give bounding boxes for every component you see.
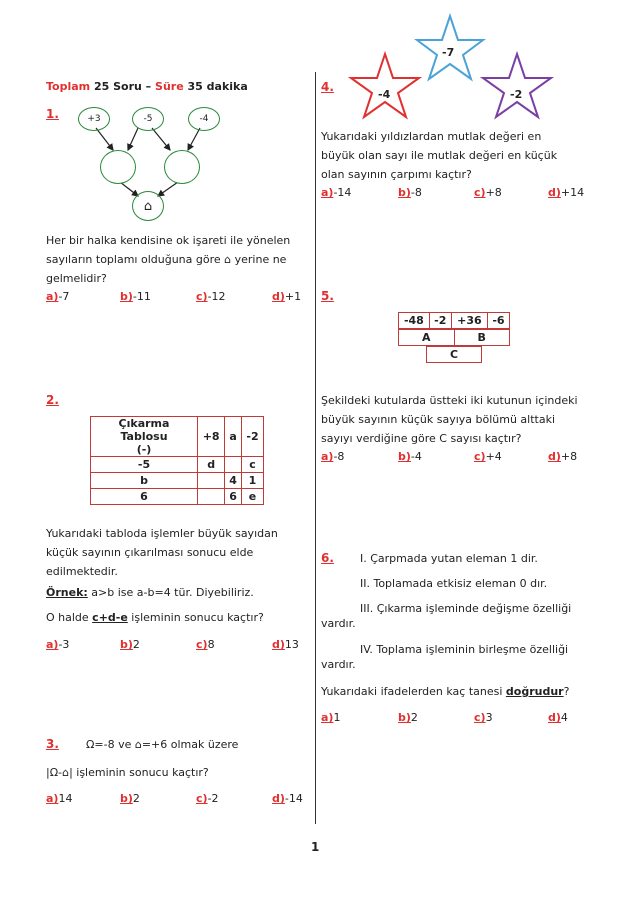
option-value: -12 <box>207 290 226 303</box>
q3-line1: Ω=-8 ve ⌂=+6 olmak üzere <box>86 738 239 751</box>
star-value-blue: -7 <box>442 46 455 59</box>
table-cell: 6 <box>225 489 242 505</box>
table-row <box>91 457 264 473</box>
q3-option-b[interactable] <box>120 792 140 805</box>
option-value: 4 <box>560 711 568 724</box>
q6-statement-4-cont: vardır. <box>321 658 356 671</box>
option-key: a) <box>46 290 59 303</box>
text-line: gelmelidir? <box>46 272 107 285</box>
box-cell: -48 <box>399 313 430 329</box>
q6-statement-4: IV. Toplama işleminin birleşme özelliği <box>360 643 569 656</box>
q1-option-b[interactable] <box>120 290 151 303</box>
header-toplam: Toplam <box>46 80 91 93</box>
q1-top-ring-2 <box>132 107 164 131</box>
box-cell: B <box>454 330 510 346</box>
text-line: sayıların toplamı olduğuna göre ⌂ yerine ne <box>46 253 287 266</box>
table-title-line: Çıkarma Tablosu <box>118 417 170 443</box>
option-value: +14 <box>560 186 585 199</box>
q6-number: 6. <box>321 551 334 565</box>
option-value: 2 <box>410 711 418 724</box>
q4-option-d[interactable] <box>548 186 584 199</box>
q6-option-a[interactable] <box>321 711 340 724</box>
q4-number: 4. <box>321 80 334 94</box>
page-number: 1 <box>311 840 320 854</box>
box-cell: -2 <box>429 313 451 329</box>
star-value-purple: -2 <box>510 88 523 101</box>
table-cell <box>198 489 225 505</box>
text-line: büyük sayının küçük sayıya bölümü alttaki <box>321 413 556 426</box>
option-value: -11 <box>132 290 151 303</box>
q1-arrow <box>152 128 170 150</box>
q1-home-ring <box>132 191 164 221</box>
q2-question <box>46 608 264 627</box>
example-text: a>b ise a-b=4 tür. Diyebiliriz. <box>87 586 254 599</box>
q5-text <box>321 391 601 448</box>
text-line: edilmektedir. <box>46 565 118 578</box>
q1-text <box>46 231 308 288</box>
option-value: -8 <box>410 186 422 199</box>
table-cell: 1 <box>242 473 264 489</box>
q5-number: 5. <box>321 289 334 303</box>
q5-box-bottom <box>426 346 482 363</box>
table-cell: 6 <box>91 489 198 505</box>
q6-statement-1: I. Çarpmada yutan eleman 1 dir. <box>360 552 538 565</box>
table-header: a <box>225 417 242 457</box>
q4-option-a[interactable] <box>321 186 351 199</box>
q5-option-c[interactable] <box>474 450 502 463</box>
q4-option-b[interactable] <box>398 186 422 199</box>
header-end: 35 dakika <box>187 80 248 93</box>
table-cell: c <box>242 457 264 473</box>
header <box>46 80 248 93</box>
q1-option-c[interactable] <box>196 290 226 303</box>
q2-option-c[interactable] <box>196 638 215 651</box>
q2-option-b[interactable] <box>120 638 140 651</box>
option-key: d) <box>272 638 285 651</box>
option-value: -3 <box>58 638 70 651</box>
q4-option-c[interactable] <box>474 186 502 199</box>
box-cell: C <box>427 347 482 363</box>
table-cell: -5 <box>91 457 198 473</box>
text-line: olan sayının çarpımı kaçtır? <box>321 168 472 181</box>
option-key: d) <box>272 290 285 303</box>
q4-text <box>321 127 601 184</box>
option-key: a) <box>46 638 59 651</box>
option-key: c) <box>474 450 486 463</box>
option-key: a) <box>321 450 334 463</box>
q1-arrow <box>120 182 138 196</box>
option-key: d) <box>548 711 561 724</box>
option-key: d) <box>272 792 285 805</box>
option-key: c) <box>196 792 208 805</box>
table-cell <box>198 473 225 489</box>
option-key: b) <box>398 186 411 199</box>
q5-option-d[interactable] <box>548 450 577 463</box>
q1-top-ring-3 <box>188 107 220 131</box>
q5-box-top <box>398 312 510 329</box>
q2-number: 2. <box>46 393 59 407</box>
table-cell: 4 <box>225 473 242 489</box>
option-value: -14 <box>333 186 352 199</box>
text-line: Her bir halka kendisine ok işareti ile yönelen <box>46 234 291 247</box>
option-value: -14 <box>284 792 303 805</box>
question-text: Yukarıdaki ifadelerden kaç tanesi <box>321 685 506 698</box>
option-key: d) <box>548 450 561 463</box>
q2-option-a[interactable] <box>46 638 69 651</box>
q1-number: 1. <box>46 107 59 121</box>
text-line: Yukarıdaki yıldızlardan mutlak değeri en <box>321 130 542 143</box>
table-cell: e <box>242 489 264 505</box>
q6-option-c[interactable] <box>474 711 493 724</box>
option-value: 2 <box>132 792 140 805</box>
option-value: 1 <box>333 711 341 724</box>
q6-statement-2: II. Toplamada etkisiz eleman 0 dır. <box>360 577 548 590</box>
option-value: -2 <box>207 792 219 805</box>
option-key: a) <box>46 792 59 805</box>
option-key: d) <box>548 186 561 199</box>
example-label: Örnek: <box>46 586 88 599</box>
q6-question <box>321 682 569 701</box>
option-key: b) <box>398 450 411 463</box>
q6-statement-3: III. Çıkarma işleminde değişme özelliği <box>360 602 572 615</box>
option-key: c) <box>474 186 486 199</box>
text-line: sayıyı verdiğine göre C sayısı kaçtır? <box>321 432 522 445</box>
q1-arrow <box>96 128 113 150</box>
option-key: c) <box>196 638 208 651</box>
q2-example <box>46 583 254 602</box>
q6-statement-3-cont: vardır. <box>321 617 356 630</box>
option-value: 2 <box>132 638 140 651</box>
table-row <box>91 489 264 505</box>
table-cell: b <box>91 473 198 489</box>
header-sure: Süre <box>155 80 184 93</box>
q3-number: 3. <box>46 737 59 751</box>
table-row <box>399 313 510 329</box>
option-key: c) <box>474 711 486 724</box>
q1-top-value: -4 <box>199 114 209 124</box>
option-value: -8 <box>333 450 345 463</box>
table-header: +8 <box>198 417 225 457</box>
option-value: -4 <box>410 450 422 463</box>
q6-option-d[interactable] <box>548 711 568 724</box>
option-value: +8 <box>560 450 578 463</box>
option-key: a) <box>321 711 334 724</box>
table-row <box>427 347 482 363</box>
question-text: O halde <box>46 611 93 624</box>
column-divider <box>315 72 316 824</box>
question-text: işleminin sonucu kaçtır? <box>127 611 264 624</box>
q2-subtraction-table <box>90 416 264 505</box>
text-line: Şekildeki kutularda üstteki iki kutunun içindeki <box>321 394 578 407</box>
question-text: ? <box>563 685 570 698</box>
star-purple <box>483 54 551 117</box>
text-line: büyük olan sayı ile mutlak değeri en küçük <box>321 149 558 162</box>
q5-option-b[interactable] <box>398 450 422 463</box>
home-icon: ⌂ <box>143 198 153 214</box>
option-value: +1 <box>284 290 302 303</box>
q1-arrow <box>188 128 200 150</box>
option-key: a) <box>321 186 334 199</box>
q3-line2: |Ω-⌂| işleminin sonucu kaçtır? <box>46 766 209 779</box>
q1-top-value: +3 <box>87 114 101 124</box>
table-cell: d <box>198 457 225 473</box>
q1-arrow <box>158 182 178 196</box>
option-key: c) <box>196 290 208 303</box>
question-emphasis: c+d-e <box>92 611 128 624</box>
option-value: +8 <box>485 186 502 199</box>
q1-mid-ring-1 <box>100 150 136 184</box>
text-line: Yukarıdaki tabloda işlemler büyük sayıdan <box>46 527 278 540</box>
table-row <box>399 330 510 346</box>
option-key: b) <box>120 638 133 651</box>
option-value: +4 <box>485 450 502 463</box>
q1-mid-ring-2 <box>164 150 200 184</box>
table-header: -2 <box>242 417 264 457</box>
option-value: 13 <box>284 638 299 651</box>
table-title <box>91 417 198 457</box>
option-value: 8 <box>207 638 215 651</box>
q1-top-ring-1 <box>78 107 110 131</box>
q1-top-value: -5 <box>143 114 153 124</box>
option-key: b) <box>398 711 411 724</box>
q4-stars <box>340 10 580 128</box>
q1-option-a[interactable] <box>46 290 69 303</box>
q2-option-d[interactable] <box>272 638 299 651</box>
q6-option-b[interactable] <box>398 711 418 724</box>
option-value: 3 <box>485 711 493 724</box>
q5-box-mid <box>398 329 510 346</box>
q5-option-a[interactable] <box>321 450 344 463</box>
q2-text <box>46 524 308 581</box>
q3-option-a[interactable] <box>46 792 72 805</box>
option-value: -7 <box>58 290 70 303</box>
star-red <box>351 54 419 117</box>
box-cell: A <box>399 330 455 346</box>
text-line: küçük sayının çıkarılması sonucu elde <box>46 546 254 559</box>
box-cell: +36 <box>451 313 487 329</box>
q1-option-d[interactable] <box>272 290 301 303</box>
q3-option-d[interactable] <box>272 792 303 805</box>
q3-option-c[interactable] <box>196 792 219 805</box>
option-key: b) <box>120 792 133 805</box>
table-cell <box>225 457 242 473</box>
star-value-red: -4 <box>378 88 391 101</box>
option-value: 14 <box>58 792 73 805</box>
option-key: b) <box>120 290 133 303</box>
table-title-line: (-) <box>136 443 152 456</box>
box-cell: -6 <box>487 313 509 329</box>
header-mid: 25 Soru – <box>93 80 152 93</box>
question-emphasis: doğrudur <box>505 685 564 698</box>
table-row <box>91 473 264 489</box>
q1-arrow <box>128 128 138 150</box>
